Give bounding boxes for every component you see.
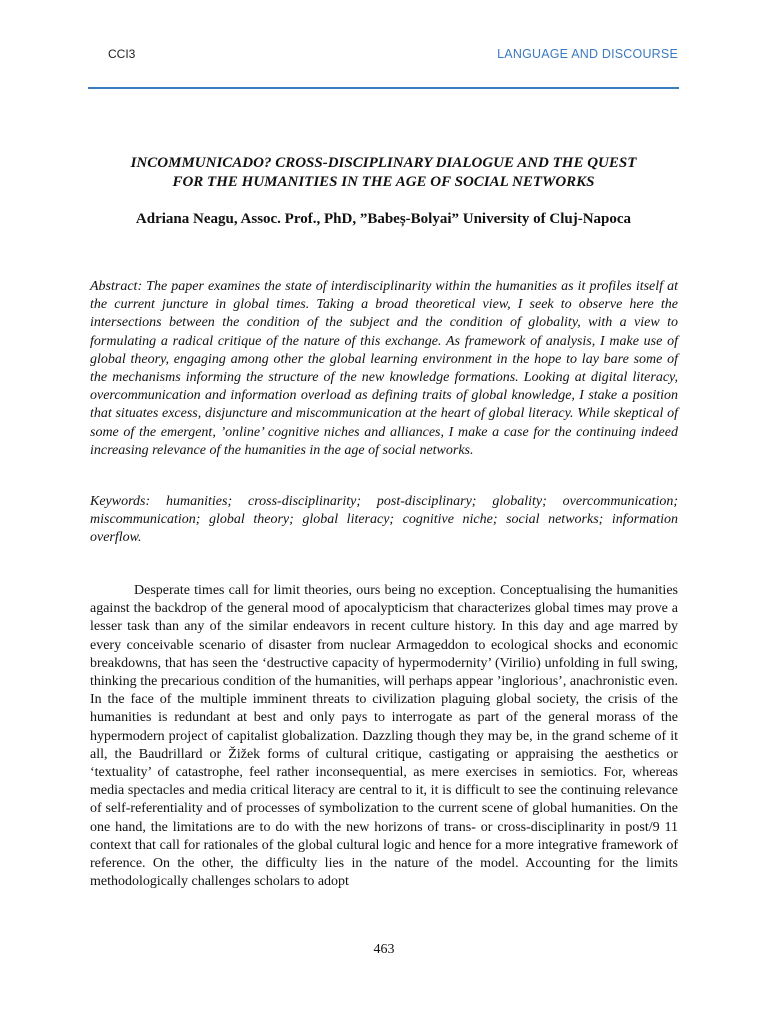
running-header-left: CCI3: [108, 47, 136, 61]
running-header-section: LANGUAGE AND DISCOURSE: [497, 47, 678, 61]
keywords-paragraph: Keywords: humanities; cross-disciplinarity; post-disciplinary; globality; overcommunication; miscommunication; global theory; global literacy; cognitive niche; social networks; information overflow.: [90, 494, 678, 546]
article-title-line-2: FOR THE HUMANITIES IN THE AGE OF SOCIAL NETWORKS: [172, 174, 595, 190]
page-number: 463: [373, 942, 395, 957]
article-title: [88, 154, 679, 192]
body-paragraph: Desperate times call for limit theories, ours being no exception. Conceptualising the humanities against the backdrop of the general mood of apocalypticism that characterizes global times may prove a lesser task than any of the similar endeavors in recent culture history. In this day and age marred by every conceivable scenario of disaster from nuclear Armageddon to ecological shocks and economic breakdowns, that has seen the ‘destructive capacity of hypermodernity’ (Virilio) unfolding in full swing, thinking the precarious condition of the humanities, will perhaps appear ’inglorious’, anachronistic even. In the face of the multiple imminent threats to civilization plaguing global society, the crisis of the humanities is redundant at best and only pays to interrogate as part of the general morass of the hypermodern project of capitalist globalization. Dazzling though they may be, in the grand scheme of it all, the Baudrillard or Žižek forms of cultural critique, castigating or appraising the aesthetics or ‘textuality’ of catastrophe, feel rather inconsequential, as mere exercises in semiotics. For, whereas media spectacles and media critical literacy are central to it, it is difficult to see the continuing relevance of self-referentiality and of processes of symbolization to the current scene of global humanities. On the one hand, the limitations are to do with the new horizons of trans- or cross-disciplinarity in post/9 11 context that call for rationales of the global cultural logic and hence for a more integrative framework of reference. On the other, the difficulty lies in the nature of the model. Accounting for the limits methodologically challenges scholars to adopt: [90, 583, 678, 890]
author-line: Adriana Neagu, Assoc. Prof., PhD, ”Babeș-Bolyai” University of Cluj-Napoca: [135, 211, 632, 227]
header-divider: [88, 87, 679, 89]
article-title-line-1: INCOMMUNICADO? CROSS-DISCIPLINARY DIALOGUE AND THE QUEST: [130, 155, 637, 171]
abstract-paragraph: Abstract: The paper examines the state of interdisciplinarity within the humanities as it profiles itself at the current juncture in global times. Taking a broad theoretical view, I seek to observe here the intersections between the condition of the subject and the condition of globality, with a view to formulating a radical critique of the nature of this exchange. As framework of analysis, I make use of global theory, engaging among other the global learning environment in the hope to lay bare some of the mechanisms informing the structure of the new knowledge formations. Looking at digital literacy, overcommunication and information overload as defining traits of global knowledge, I stake a position that situates excess, disjuncture and miscommunication at the heart of global literacy. While skeptical of some of the emergent, ’online’ cognitive niches and alliances, I make a case for the continuing indeed increasing relevance of the humanities in the age of social networks.: [90, 279, 678, 458]
